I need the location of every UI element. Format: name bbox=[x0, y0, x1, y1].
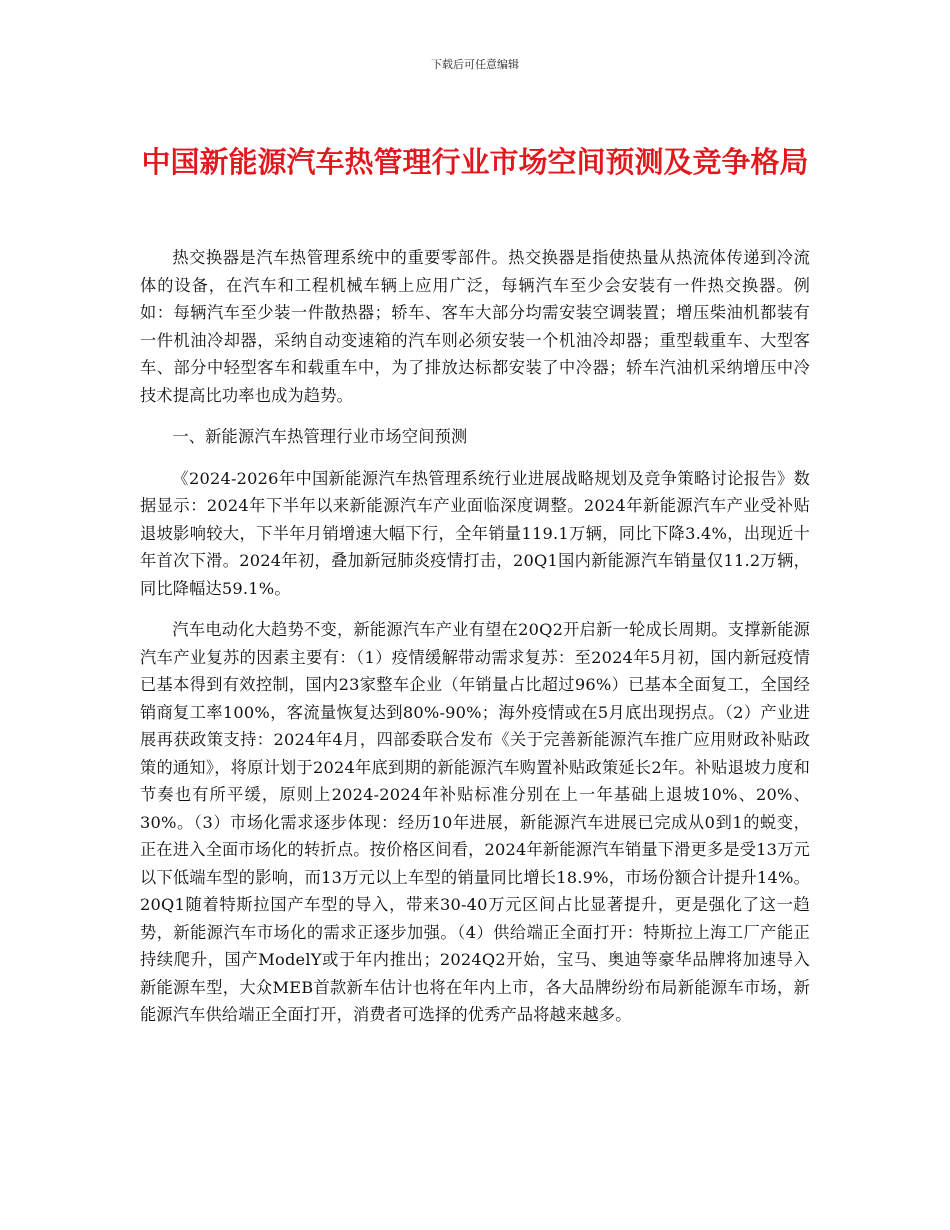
document-title: 中国新能源汽车热管理行业市场空间预测及竞争格局 bbox=[141, 145, 809, 179]
paragraph-recovery-factors: 汽车电动化大趋势不变，新能源汽车产业有望在20Q2开启新一轮成长周期。支撑新能源汽车产业复苏的因素主要有：（1）疫情缓解带动需求复苏：至2024年5月初，国内新冠疫情已基本得到有效控制，国内23家整车企业（年销量占比超过96%）已基本全面复工，全国经销商复工率100%，客流量恢复达到80%-90%；海外疫情或在5月底出现拐点。（2）产业进展再获政策支持：2024年4月，四部委联合发布《关于完善新能源汽车推广应用财政补贴政策的通知》，将原计划于2024年底到期的新能源汽车购置补贴政策延长2年。补贴退坡力度和节奏也有所平缓，原则上2024-2024年补贴标准分别在上一年基础上退坡10%、20%、30%。（3）市场化需求逐步体现：经历10年进展，新能源汽车进展已完成从0到1的蜕变，正在进入全面市场化的转折点。按价格区间看，2024年新能源汽车销量下滑更多是受13万元以下低端车型的影响，而13万元以上车型的销量同比增长18.9%，市场份额合计提升14%。20Q1随着特斯拉国产车型的导入，带来30-40万元区间占比显著提升，更是强化了这一趋势，新能源汽车市场化的需求正逐步加强。（4）供给端正全面打开：特斯拉上海工厂产能正持续爬升，国产ModelY或于年内推出；2024Q2开始，宝马、奥迪等豪华品牌将加速导入新能源车型，大众MEB首款新车估计也将在年内上市，各大品牌纷纷布局新能源车市场，新能源汽车供给端正全面打开，消费者可选择的优秀产品将越来越多。 bbox=[140, 620, 810, 1024]
paragraph-report-data: 《2024-2026年中国新能源汽车热管理系统行业进展战略规划及竞争策略讨论报告》数据显示：2024年下半年以来新能源汽车产业面临深度调整。2024年新能源汽车产业受补贴退坡影响较大，下半年月销增速大幅下行，全年销量119.1万辆，同比下降3.4%，出现近十年首次下滑。2024年初，叠加新冠肺炎疫情打击，20Q1国内新能源汽车销量仅11.2万辆，同比降幅达59.1%。 bbox=[140, 468, 810, 598]
paragraph-heat-exchanger-intro: 热交换器是汽车热管理系统中的重要零部件。热交换器是指使热量从热流体传递到冷流体的设备，在汽车和工程机械车辆上应用广泛，每辆汽车至少会安装有一件热交换器。例如：每辆汽车至少装一件散热器；轿车、客车大部分均需安装空调装置；增压柴油机都装有一件机油冷却器，采纳自动变速箱的汽车则必须安装一个机油冷却器；重型载重车、大型客车、部分中轻型客车和载重车中，为了排放达标都安装了中冷器；轿车汽油机采纳增压中冷技术提高比功率也成为趋势。 bbox=[140, 248, 810, 405]
document-body bbox=[140, 244, 810, 1029]
section-heading-market-forecast: 一、新能源汽车热管理行业市场空间预测 bbox=[172, 427, 468, 446]
page-header-note: 下载后可任意编辑 bbox=[431, 58, 519, 71]
